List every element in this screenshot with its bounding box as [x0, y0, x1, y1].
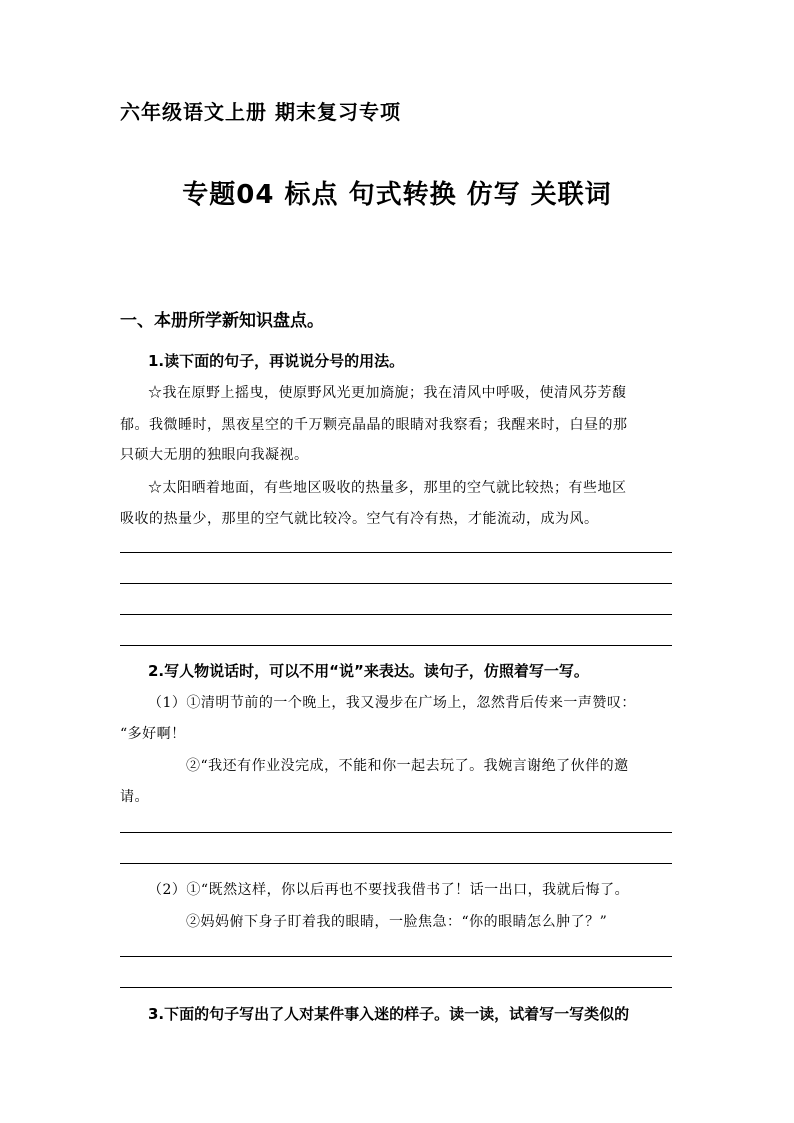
q1-paragraph-1-line-3: 只硕大无朋的独眼向我凝视。: [120, 447, 309, 463]
section-heading: 一、本册所学新知识盘点。: [120, 311, 324, 331]
document-main-title: 专题04 标点 句式转换 仿写 关联词: [182, 180, 612, 210]
q2-item-1-line-2: “多好啊！: [120, 726, 186, 742]
q1-paragraph-2-line-1: ☆太阳晒着地面，有些地区吸收的热量多，那里的空气就比较热；有些地区: [148, 480, 627, 496]
q1-paragraph-1-line-1: ☆我在原野上摇曳，使原野风光更加旖旎；我在清风中呼吸，使清风芬芳馥: [148, 385, 627, 401]
answer-line[interactable]: [120, 614, 672, 615]
answer-line[interactable]: [120, 583, 672, 584]
q1-paragraph-1-line-2: 郁。我微睡时，黑夜星空的千万颗亮晶晶的眼睛对我察看；我醒来时，白昼的那: [120, 417, 628, 433]
q2-item-1-line-4: 请。: [120, 789, 149, 805]
answer-line[interactable]: [120, 552, 672, 553]
q2-item-2-line-1: （2）①“既然这样，你以后再也不要找我借书了！话一出口，我就后悔了。: [148, 882, 630, 898]
q2-item-1-line-1: （1）①清明节前的一个晚上，我又漫步在广场上，忽然背后传来一声赞叹：: [148, 695, 636, 711]
q2-item-2-line-2: ②妈妈俯下身子盯着我的眼睛，一脸焦急：“你的眼睛怎么肿了？”: [186, 914, 608, 930]
question-3-prompt: 3.下面的句子写出了人对某件事入迷的样子。读一读，试着写一写类似的: [148, 1005, 630, 1023]
answer-line[interactable]: [120, 832, 672, 833]
q2-item-1-line-3: ②“我还有作业没完成，不能和你一起去玩了。我婉言谢绝了伙伴的邀: [186, 758, 629, 774]
q1-paragraph-2-line-2: 吸收的热量少，那里的空气就比较冷。空气有冷有热，才能流动，成为风。: [120, 511, 599, 527]
answer-line[interactable]: [120, 987, 672, 988]
document-top-title: 六年级语文上册 期末复习专项: [120, 100, 401, 124]
answer-line[interactable]: [120, 863, 672, 864]
answer-line[interactable]: [120, 956, 672, 957]
question-1-prompt: 1.读下面的句子，再说说分号的用法。: [148, 352, 405, 370]
answer-line[interactable]: [120, 645, 672, 646]
question-2-prompt: 2.写人物说话时，可以不用“说”来表达。读句子，仿照着写一写。: [148, 662, 589, 680]
